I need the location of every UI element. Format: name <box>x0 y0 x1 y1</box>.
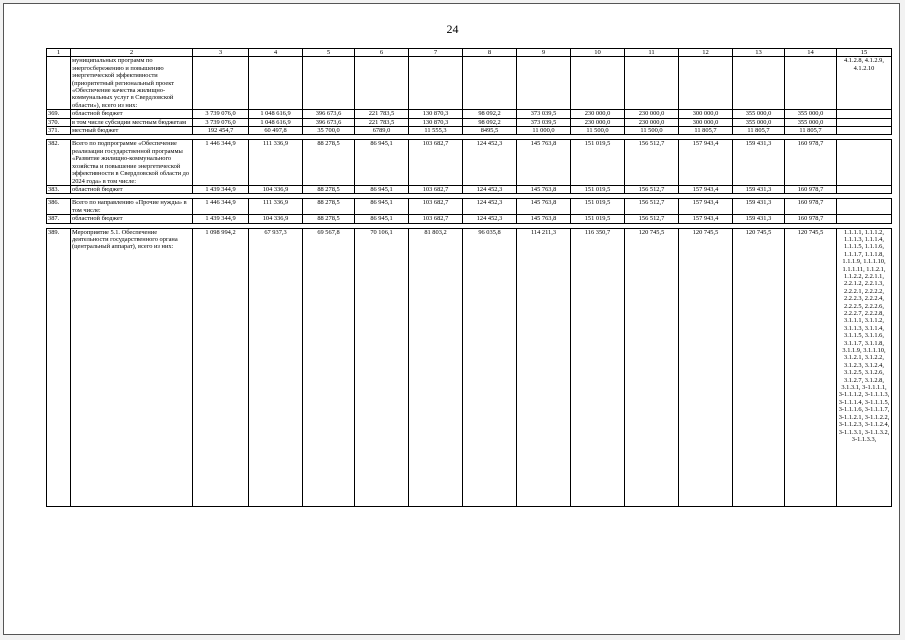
value-cell: 120 745,5 <box>679 228 733 506</box>
row-name: местный бюджет <box>71 127 193 135</box>
value-cell: 373 039,5 <box>517 118 571 126</box>
value-cell: 230 000,0 <box>571 118 625 126</box>
column-header: 4 <box>249 49 303 57</box>
value-cell: 103 682,7 <box>409 185 463 193</box>
value-cell: 396 673,6 <box>303 118 355 126</box>
value-cell: 160 978,7 <box>785 215 837 223</box>
column-header: 8 <box>463 49 517 57</box>
value-cell <box>463 57 517 110</box>
value-cell: 103 682,7 <box>409 199 463 215</box>
value-cell: 67 937,3 <box>249 228 303 506</box>
row-name: Всего по подпрограмме «Обеспечение реализации государственной программы «Развитие жилищно-коммунального хозяйства и повышение энергетической эффективности в Свердловской области до 2024 года» в том числе: <box>71 140 193 185</box>
value-cell: 70 106,1 <box>355 228 409 506</box>
value-cell: 88 278,5 <box>303 215 355 223</box>
value-cell: 159 431,3 <box>733 185 785 193</box>
value-cell: 157 943,4 <box>679 140 733 185</box>
value-cell: 373 039,5 <box>517 110 571 118</box>
table-row <box>47 57 892 110</box>
value-cell: 355 000,0 <box>785 110 837 118</box>
column-header: 3 <box>193 49 249 57</box>
row-number: 369. <box>47 110 71 118</box>
value-cell: 6789,0 <box>355 127 409 135</box>
column-header: 11 <box>625 49 679 57</box>
value-cell: 159 431,3 <box>733 199 785 215</box>
row-number: 389. <box>47 228 71 506</box>
target-reference: 4.1.2.8, 4.1.2.9, 4.1.2.10 <box>837 57 892 110</box>
value-cell: 103 682,7 <box>409 140 463 185</box>
value-cell: 124 452,3 <box>463 215 517 223</box>
row-name: Мероприятие 5.1. Обеспечение деятельности государственного органа (центральный аппарат), всего из них: <box>71 228 193 506</box>
column-header: 14 <box>785 49 837 57</box>
value-cell: 88 278,5 <box>303 199 355 215</box>
target-reference <box>837 215 892 223</box>
page-number: 24 <box>446 22 459 36</box>
value-cell: 98 092,2 <box>463 110 517 118</box>
row-name: в том числе субсидии местным бюджетам <box>71 118 193 126</box>
target-reference <box>837 127 892 135</box>
value-cell: 3 739 076,0 <box>193 110 249 118</box>
value-cell: 157 943,4 <box>679 215 733 223</box>
value-cell: 120 745,5 <box>785 228 837 506</box>
row-name: областной бюджет <box>71 185 193 193</box>
value-cell: 300 000,0 <box>679 110 733 118</box>
table-row <box>47 118 892 126</box>
value-cell: 355 000,0 <box>733 118 785 126</box>
value-cell: 396 673,6 <box>303 110 355 118</box>
row-number <box>47 57 71 110</box>
column-header: 10 <box>571 49 625 57</box>
row-number: 386. <box>47 199 71 215</box>
table-header-row <box>47 49 892 57</box>
value-cell: 156 512,7 <box>625 215 679 223</box>
target-reference <box>837 118 892 126</box>
value-cell: 230 000,0 <box>625 110 679 118</box>
target-reference <box>837 199 892 215</box>
row-name: областной бюджет <box>71 110 193 118</box>
value-cell: 145 763,8 <box>517 185 571 193</box>
value-cell: 114 211,3 <box>517 228 571 506</box>
column-header: 7 <box>409 49 463 57</box>
value-cell: 11 555,3 <box>409 127 463 135</box>
value-cell: 1 439 344,9 <box>193 215 249 223</box>
column-header: 9 <box>517 49 571 57</box>
value-cell: 98 092,2 <box>463 118 517 126</box>
value-cell: 355 000,0 <box>785 118 837 126</box>
value-cell: 88 278,5 <box>303 185 355 193</box>
value-cell: 151 019,5 <box>571 215 625 223</box>
target-reference: 1.1.1.1, 1.1.1.2, 1.1.1.3, 1.1.1.4, 1.1.1.5, 1.1.1.6, 1.1.1.7, 1.1.1.8, 1.1.1.9, 1.1.1.10, 1.1.1.11, 1.1.2.1, 1.1.2.2, 2.2.1.1, 2.2.1.2, 2.2.1.3, 2.2.2.1, 2.2.2.2, 2.2.2.3, 2.2.2.4, 2.2.2.5, 2.2.2.6, 2.2.2.7, 2.2.2.8, 3.1.1.1, 3.1.1.2, 3.1.1.3, 3.1.1.4, 3.1.1.5, 3.1.1.6, 3.1.1.7, 3.1.1.8, 3.1.1.9, 3.1.1.10, 3.1.2.1, 3.1.2.2, 3.1.2.3, 3.1.2.4, 3.1.2.5, 3.1.2.6, 3.1.2.7, 3.1.2.8, 3.1.3.1, 3-1.1.1.1, 3-1.1.1.2, 3-1.1.1.3, 3-1.1.1.4, 3-1.1.1.5, 3-1.1.1.6, 3-1.1.1.7, 3-1.1.2.1, 3-1.1.2.2, 3-1.1.2.3, 3-1.1.2.4, 3-1.1.3.1, 3-1.1.3.2, 3-1.1.3.3, <box>837 228 892 506</box>
value-cell: 1 098 994,2 <box>193 228 249 506</box>
value-cell: 355 000,0 <box>733 110 785 118</box>
value-cell: 130 870,3 <box>409 110 463 118</box>
value-cell: 86 945,1 <box>355 140 409 185</box>
table-row <box>47 215 892 223</box>
value-cell <box>625 57 679 110</box>
value-cell: 192 454,7 <box>193 127 249 135</box>
value-cell: 157 943,4 <box>679 185 733 193</box>
value-cell: 120 745,5 <box>733 228 785 506</box>
value-cell: 160 978,7 <box>785 199 837 215</box>
value-cell: 156 512,7 <box>625 185 679 193</box>
column-header: 1 <box>47 49 71 57</box>
column-header: 15 <box>837 49 892 57</box>
value-cell: 230 000,0 <box>571 110 625 118</box>
value-cell: 145 763,8 <box>517 215 571 223</box>
value-cell: 116 350,7 <box>571 228 625 506</box>
value-cell: 159 431,3 <box>733 215 785 223</box>
value-cell: 151 019,5 <box>571 199 625 215</box>
table-row <box>47 199 892 215</box>
row-name: муниципальных программ по энергосбережению и повышению энергетической эффективности (приоритетный региональный проект «Обеспечение качества жилищно-коммунальных услуг в Свердловской области»), всего из них: <box>71 57 193 110</box>
table-body <box>47 49 892 507</box>
value-cell <box>679 57 733 110</box>
column-header: 2 <box>71 49 193 57</box>
value-cell: 11 805,7 <box>679 127 733 135</box>
target-reference <box>837 185 892 193</box>
value-cell <box>733 57 785 110</box>
value-cell: 145 763,8 <box>517 199 571 215</box>
value-cell <box>193 57 249 110</box>
value-cell: 230 000,0 <box>625 118 679 126</box>
value-cell: 300 000,0 <box>679 118 733 126</box>
budget-table <box>46 48 892 507</box>
value-cell: 104 336,9 <box>249 185 303 193</box>
value-cell: 86 945,1 <box>355 185 409 193</box>
value-cell: 156 512,7 <box>625 140 679 185</box>
value-cell: 124 452,3 <box>463 185 517 193</box>
table-row <box>47 140 892 185</box>
value-cell: 60 497,8 <box>249 127 303 135</box>
value-cell: 81 803,2 <box>409 228 463 506</box>
value-cell: 221 783,5 <box>355 110 409 118</box>
value-cell <box>785 57 837 110</box>
value-cell: 104 336,9 <box>249 215 303 223</box>
value-cell: 159 431,3 <box>733 140 785 185</box>
target-reference <box>837 140 892 185</box>
value-cell: 156 512,7 <box>625 199 679 215</box>
column-header: 6 <box>355 49 409 57</box>
value-cell: 103 682,7 <box>409 215 463 223</box>
value-cell: 1 048 616,9 <box>249 118 303 126</box>
value-cell: 124 452,3 <box>463 140 517 185</box>
value-cell: 3 739 076,0 <box>193 118 249 126</box>
value-cell: 35 700,0 <box>303 127 355 135</box>
row-number: 371. <box>47 127 71 135</box>
value-cell: 69 567,8 <box>303 228 355 506</box>
value-cell: 11 500,0 <box>625 127 679 135</box>
value-cell <box>249 57 303 110</box>
table-row <box>47 110 892 118</box>
value-cell: 130 870,3 <box>409 118 463 126</box>
column-header: 5 <box>303 49 355 57</box>
value-cell: 124 452,3 <box>463 199 517 215</box>
value-cell: 145 763,8 <box>517 140 571 185</box>
value-cell: 111 336,9 <box>249 199 303 215</box>
value-cell: 157 943,4 <box>679 199 733 215</box>
target-reference <box>837 110 892 118</box>
value-cell: 160 978,7 <box>785 185 837 193</box>
value-cell <box>355 57 409 110</box>
value-cell <box>571 57 625 110</box>
value-cell <box>409 57 463 110</box>
value-cell: 86 945,1 <box>355 215 409 223</box>
table-row <box>47 185 892 193</box>
value-cell: 96 035,8 <box>463 228 517 506</box>
row-name: областной бюджет <box>71 215 193 223</box>
value-cell: 151 019,5 <box>571 185 625 193</box>
value-cell: 11 805,7 <box>785 127 837 135</box>
value-cell: 88 278,5 <box>303 140 355 185</box>
value-cell: 11 500,0 <box>571 127 625 135</box>
row-number: 382. <box>47 140 71 185</box>
value-cell: 8495,5 <box>463 127 517 135</box>
value-cell: 1 446 344,9 <box>193 140 249 185</box>
value-cell: 120 745,5 <box>625 228 679 506</box>
value-cell: 1 446 344,9 <box>193 199 249 215</box>
row-name: Всего по направлению «Прочие нужды» в том числе: <box>71 199 193 215</box>
value-cell: 11 000,0 <box>517 127 571 135</box>
value-cell <box>303 57 355 110</box>
value-cell: 221 783,5 <box>355 118 409 126</box>
value-cell <box>517 57 571 110</box>
value-cell: 86 945,1 <box>355 199 409 215</box>
value-cell: 1 439 344,9 <box>193 185 249 193</box>
value-cell: 1 048 616,9 <box>249 110 303 118</box>
table-row <box>47 228 892 506</box>
row-number: 370. <box>47 118 71 126</box>
value-cell: 111 336,9 <box>249 140 303 185</box>
column-header: 13 <box>733 49 785 57</box>
row-number: 387. <box>47 215 71 223</box>
table-row <box>47 127 892 135</box>
row-number: 383. <box>47 185 71 193</box>
column-header: 12 <box>679 49 733 57</box>
value-cell: 151 019,5 <box>571 140 625 185</box>
value-cell: 160 978,7 <box>785 140 837 185</box>
value-cell: 11 805,7 <box>733 127 785 135</box>
